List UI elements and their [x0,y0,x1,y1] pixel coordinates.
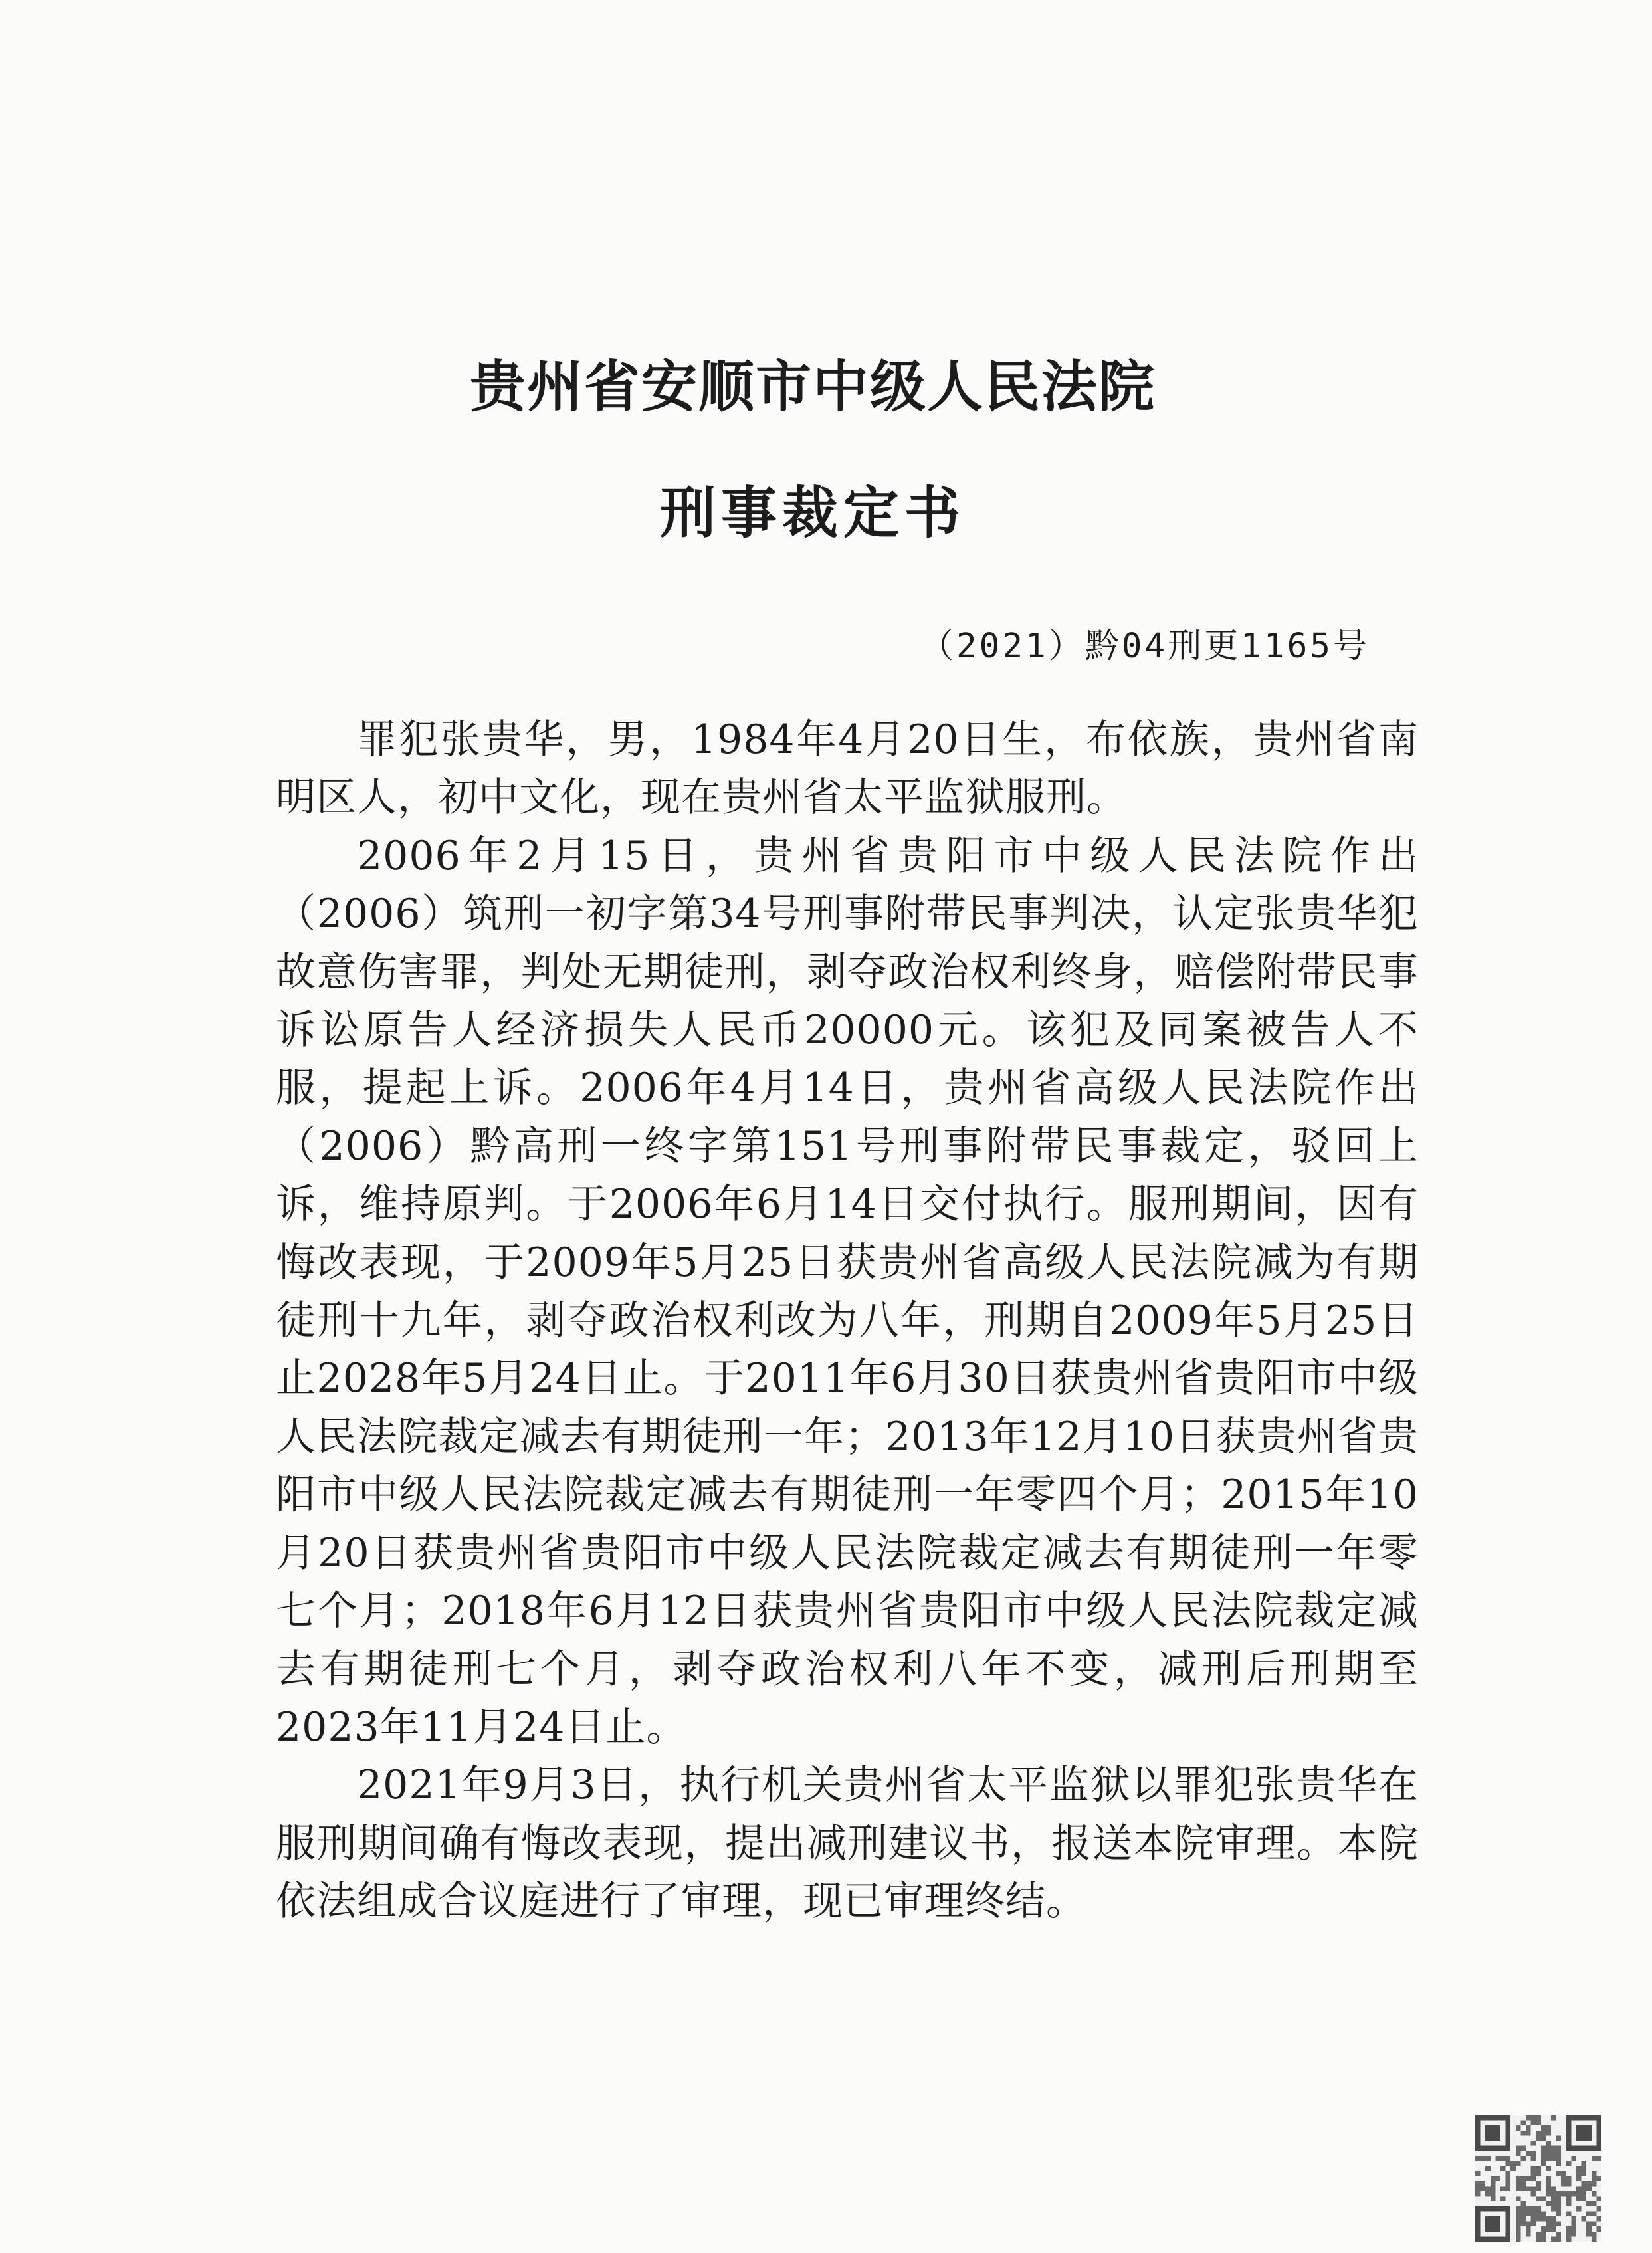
document-body [276,711,1419,1931]
court-name: 贵州省安顺市中级人民法院 [469,354,1156,419]
paragraph-case-history: 2006年2月15日，贵州省贵阳市中级人民法院作出（2006）筑刑一初字第34号刑事附带民事判决，认定张贵华犯故意伤害罪，判处无期徒刑，剥夺政治权利终身，赔偿附带民事诉讼原告人经济损失人民币20000元。该犯及同案被告人不服，提起上诉。2006年4月14日，贵州省高级人民法院作出（2006）黔高刑一终字第151号刑事附带民事裁定，驳回上诉，维持原判。于2006年6月14日交付执行。服刑期间，因有悔改表现，于2009年5月25日获贵州省高级人民法院减为有期徒刑十九年，剥夺政治权利改为八年，刑期自2009年5月25日止2028年5月24日止。于2011年6月30日获贵州省贵阳市中级人民法院裁定减去有期徒刑一年；2013年12月10日获贵州省贵阳市中级人民法院裁定减去有期徒刑一年零四个月；2015年10月20日获贵州省贵阳市中级人民法院裁定减去有期徒刑一年零七个月；2018年6月12日获贵州省贵阳市中级人民法院裁定减去有期徒刑七个月，剥夺政治权利八年不变，减刑后刑期至2023年11月24日止。 [276,832,1419,1751]
paragraph-defendant-info: 罪犯张贵华，男，1984年4月20日生，布依族，贵州省南明区人，初中文化，现在贵州省太平监狱服刑。 [276,716,1419,821]
qr-code-icon [1475,2115,1601,2242]
document-type-title: 刑事裁定书 [659,480,966,546]
paragraph-commutation-proposal: 2021年9月3日，执行机关贵州省太平监狱以罪犯张贵华在服刑期间确有悔改表现，提出减刑建议书，报送本院审理。本院依法组成合议庭进行了审理，现已审理终结。 [276,1762,1419,1925]
case-number: （2021）黔04刑更1165号 [919,627,1370,666]
